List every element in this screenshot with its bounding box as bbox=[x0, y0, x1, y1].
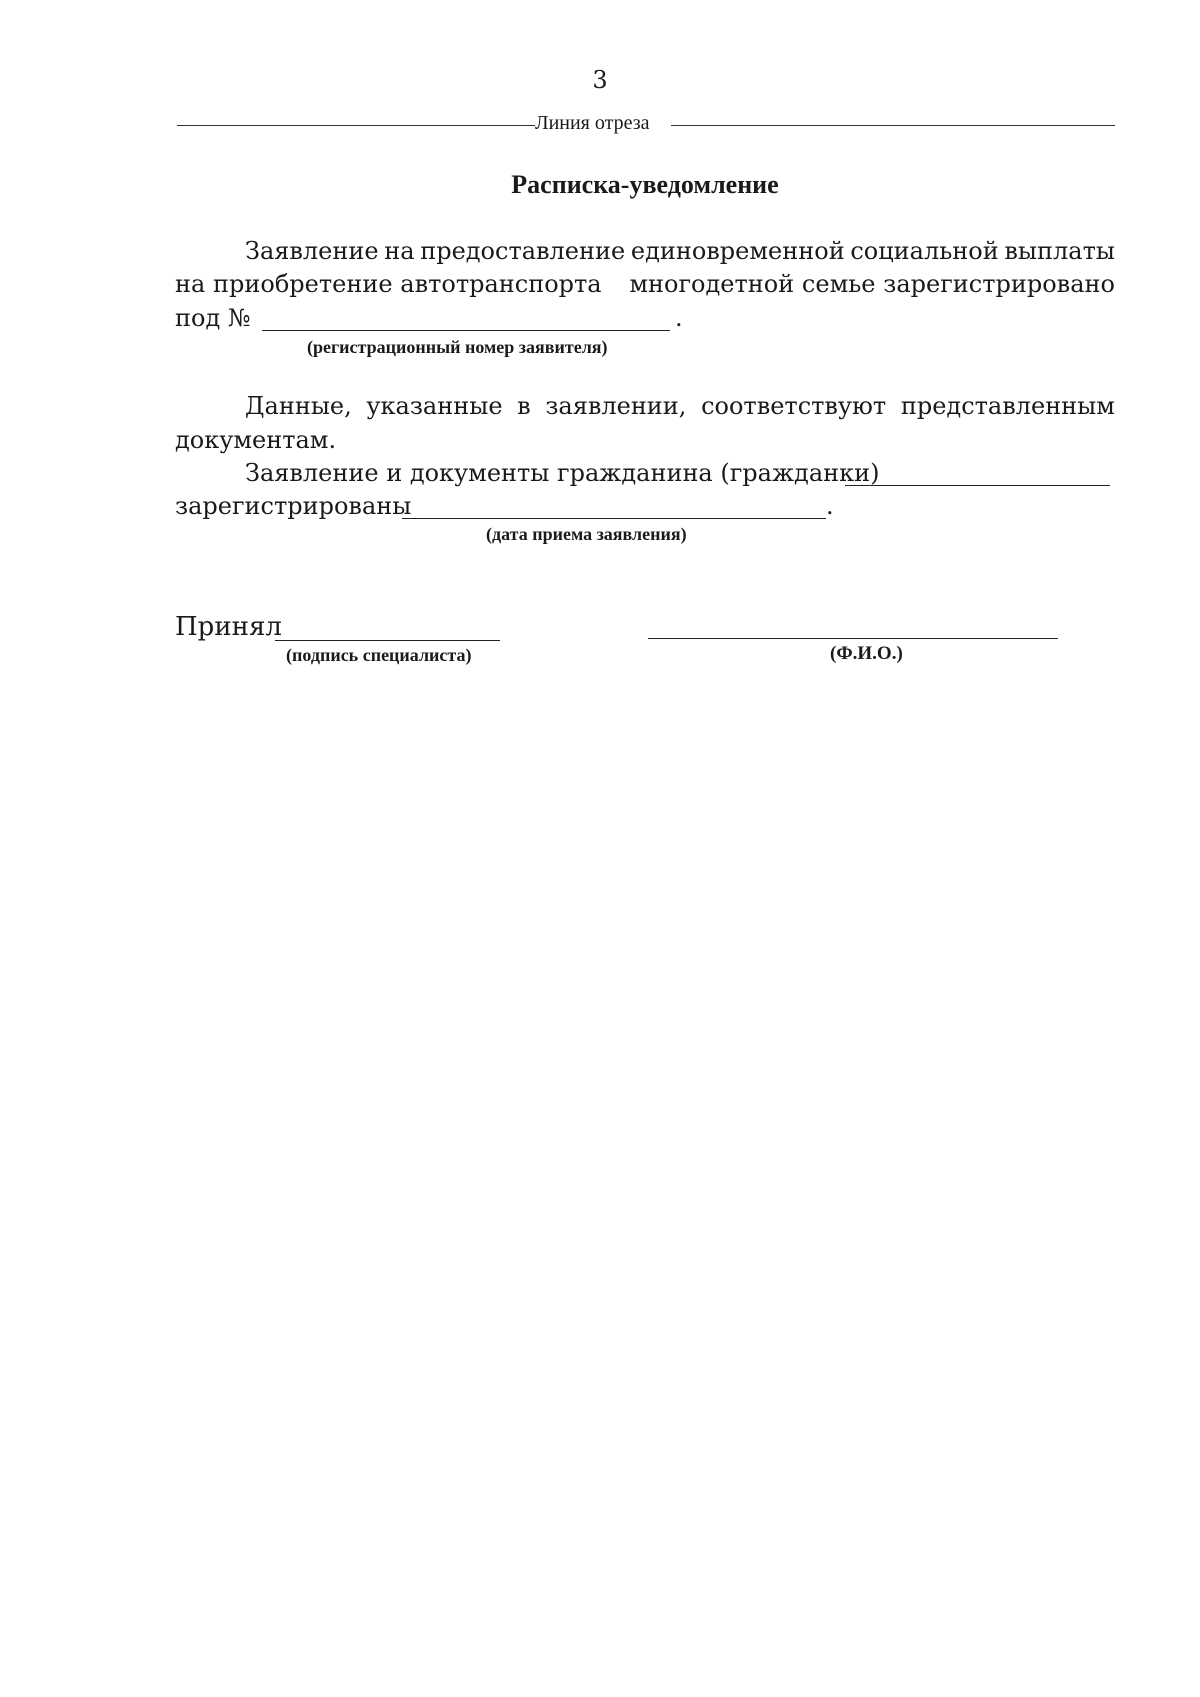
para1-word: семье bbox=[801, 270, 876, 298]
para3-line1: Заявление и документы гражданина (гражданки) bbox=[245, 459, 880, 487]
citizen-name-field[interactable] bbox=[845, 485, 1110, 486]
para1-word: многодетной bbox=[629, 270, 795, 298]
registration-number-field[interactable] bbox=[262, 330, 670, 331]
para2-line1 bbox=[245, 392, 1115, 420]
para1-word: автотранспорта bbox=[400, 270, 602, 298]
para1-word: выплаты bbox=[1004, 237, 1115, 265]
registration-number-caption: (регистрационный номер заявителя) bbox=[307, 337, 608, 357]
page-number: 3 bbox=[592, 66, 608, 94]
specialist-name-field[interactable] bbox=[648, 638, 1058, 639]
registration-date-caption: (дата приема заявления) bbox=[486, 524, 687, 544]
para1-word: на bbox=[175, 270, 206, 298]
accepted-by-label: Принял bbox=[175, 612, 282, 642]
registration-number-period: . bbox=[675, 304, 683, 332]
cut-line-rule-right bbox=[671, 125, 1115, 126]
para1-word: предоставление bbox=[420, 237, 626, 265]
specialist-signature-field[interactable] bbox=[275, 640, 500, 641]
specialist-signature-caption: (подпись специалиста) bbox=[286, 645, 472, 665]
para2-word: заявлении, bbox=[545, 392, 687, 420]
para2-word: соответствуют bbox=[701, 392, 887, 420]
para1-word: приобретение bbox=[213, 270, 393, 298]
para1-word: единовременной bbox=[630, 237, 845, 265]
para2-line2: документам. bbox=[175, 426, 337, 454]
cut-line-rule-left bbox=[177, 125, 535, 126]
registration-date-field[interactable] bbox=[402, 518, 826, 519]
para3-line2-prefix: зарегистрированы bbox=[175, 492, 412, 520]
para1-word: Заявление bbox=[245, 237, 379, 265]
para1-line2 bbox=[175, 270, 1115, 298]
registration-number-prefix: под № bbox=[175, 304, 251, 332]
registration-date-period: . bbox=[826, 492, 834, 520]
para1-line1 bbox=[245, 237, 1115, 265]
cut-line bbox=[177, 110, 1115, 140]
para2-word: указанные bbox=[366, 392, 503, 420]
document-title: Расписка-уведомление bbox=[511, 170, 779, 199]
para1-word: зарегистрировано bbox=[883, 270, 1115, 298]
para1-word: на bbox=[384, 237, 415, 265]
para2-word: представленным bbox=[900, 392, 1115, 420]
para2-word: Данные, bbox=[245, 392, 352, 420]
para2-word: в bbox=[517, 392, 531, 420]
para1-word: социальной bbox=[850, 237, 999, 265]
cut-line-label: Линия отреза bbox=[535, 112, 650, 134]
specialist-name-caption: (Ф.И.О.) bbox=[830, 643, 903, 664]
